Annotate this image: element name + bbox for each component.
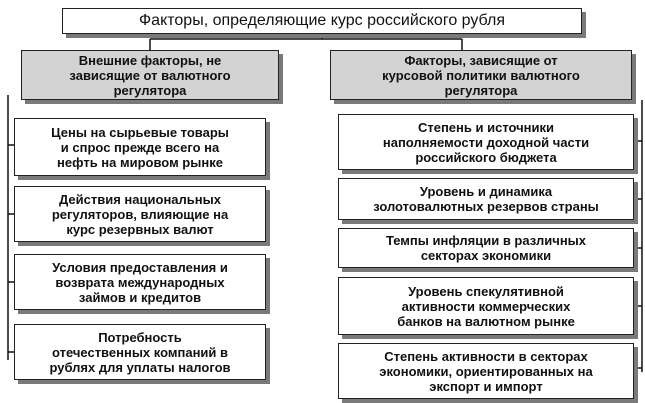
right-factor-1: Степень и источники наполняемости доходной части российского бюджета [338,114,634,170]
left-factor-1: Цены на сырьевые товары и спрос прежде всего на нефть на мировом рынке [14,118,266,176]
right-factor-5: Степень активности в секторах экономики, ориентированных на экспорт и импорт [338,343,634,399]
left-factor-2: Действия национальных регуляторов, влияющие на курс резервных валют [14,186,266,242]
left-factor-3: Условия предоставления и возврата международных займов и кредитов [14,254,266,310]
left-factor-4: Потребность отечественных компаний в рублях для уплаты налогов [14,324,266,380]
right-header: Факторы, зависящие от курсовой политики валютного регулятора [330,50,632,100]
right-factor-3: Темпы инфляции в различных секторах экономики [338,228,634,268]
diagram-title: Факторы, определяющие курс российского рубля [62,8,582,34]
right-factor-2: Уровень и динамика золотовалютных резервов страны [338,178,634,220]
left-header: Внешние факторы, не зависящие от валютного регулятора [21,50,279,100]
right-factor-4: Уровень спекулятивной активности коммерческих банков на валютном рынке [338,277,634,335]
